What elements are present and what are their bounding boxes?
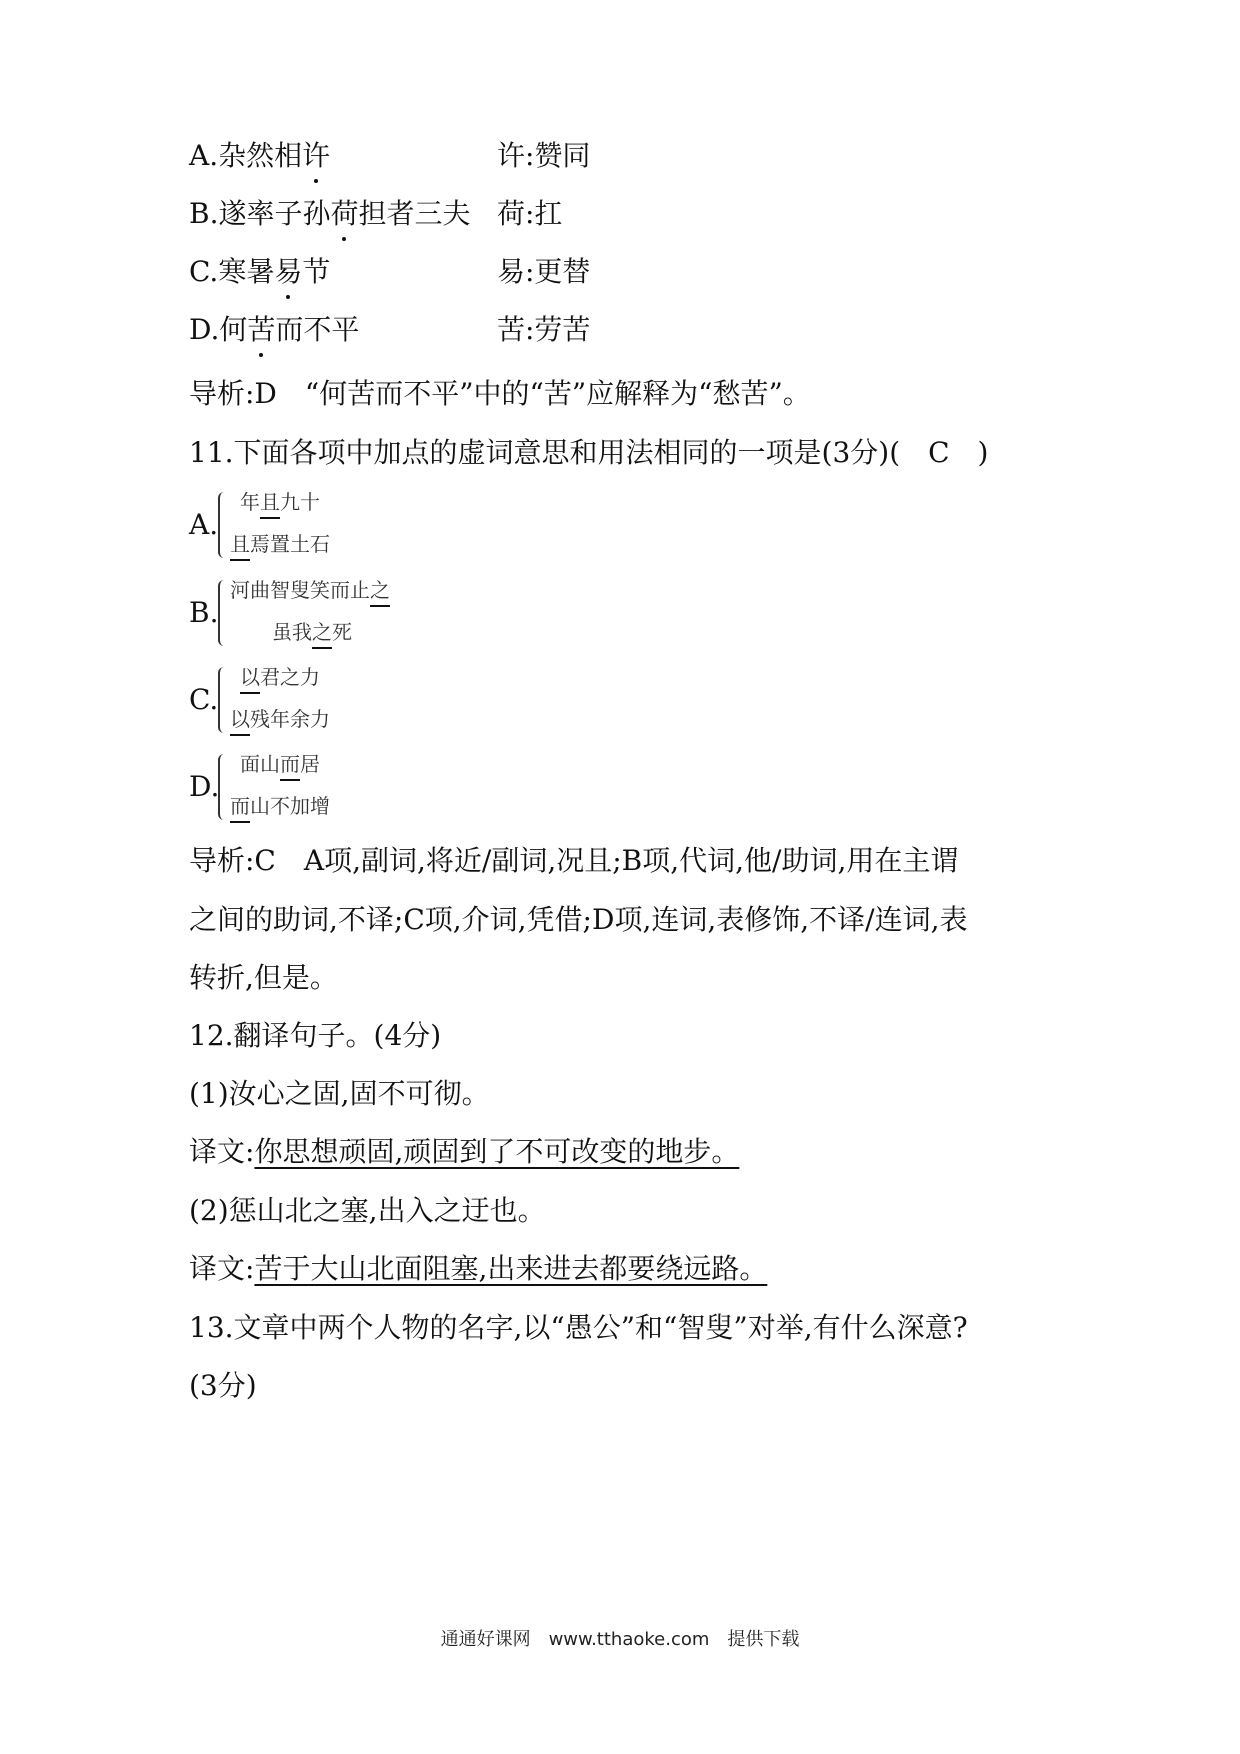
brace-icon	[218, 667, 228, 733]
q12-sentence-1: (1)汝心之固,固不可彻。	[189, 1077, 490, 1110]
dotted-char: 易	[274, 252, 302, 292]
question-11-stem: 11.下面各项中加点的虚词意思和用法相同的一项是(3分)( C )	[189, 436, 989, 469]
option-text: A.杂然相	[189, 139, 303, 172]
footer: 通通好课网 www.tthaoke.com 提供下载	[440, 1629, 800, 1650]
marked-char: 且	[230, 532, 250, 556]
analysis-q11-line2: 之间的助词,不译;C项,介词,凭借;D项,连词,表修饰,不译/连词,表	[189, 903, 968, 936]
option-gloss: 苦:劳苦	[497, 313, 591, 346]
option-gloss: 许:赞同	[497, 139, 591, 172]
marked-char: 以	[230, 707, 250, 731]
dotted-char: 苦	[247, 310, 275, 350]
analysis-q11-line3: 转折,但是。	[189, 961, 338, 994]
question-12-stem: 12.翻译句子。(4分)	[189, 1019, 442, 1052]
question-13-line1: 13.文章中两个人物的名字,以“愚公”和“智叟”对举,有什么深意?	[189, 1311, 968, 1344]
marked-char: 之	[312, 620, 332, 644]
answer-text: 苦于大山北面阻塞,出来进去都要绕远路。	[254, 1252, 768, 1285]
dotted-char: 许	[302, 136, 330, 176]
answer-text: 你思想顽固,顽固到了不可改变的地步。	[254, 1135, 740, 1168]
option-gloss: 易:更替	[497, 255, 591, 288]
marked-char: 之	[370, 578, 390, 602]
option-text: B.遂率子孙	[189, 197, 331, 230]
option-text: C.寒暑	[189, 255, 275, 288]
brace-icon	[218, 754, 228, 820]
group-label: D.	[189, 770, 220, 803]
analysis-q10: 导析:D “何苦而不平”中的“苦”应解释为“愁苦”。	[189, 377, 811, 410]
option-gloss: 荷:扛	[497, 197, 563, 230]
marked-char: 而	[280, 752, 300, 776]
group-label: B.	[189, 596, 219, 629]
option-text: D.何	[189, 313, 248, 346]
marked-char: 而	[230, 794, 250, 818]
question-13-line2: (3分)	[189, 1369, 257, 1402]
analysis-q11-line1: 导析:C A项,副词,将近/副词,况且;B项,代词,他/助词,用在主谓	[189, 844, 959, 877]
group-label: C.	[189, 683, 219, 716]
brace-icon	[218, 492, 228, 558]
q12-sentence-2: (2)惩山北之塞,出入之迂也。	[189, 1194, 546, 1227]
marked-char: 以	[240, 665, 260, 689]
brace-icon	[218, 580, 228, 646]
dotted-char: 荷	[330, 194, 358, 234]
marked-char: 且	[260, 490, 280, 514]
q12-translation-2: 译文:苦于大山北面阻塞,出来进去都要绕远路。	[189, 1252, 768, 1285]
group-label: A.	[189, 508, 219, 541]
q12-translation-1: 译文:你思想顽固,顽固到了不可改变的地步。	[189, 1135, 740, 1168]
